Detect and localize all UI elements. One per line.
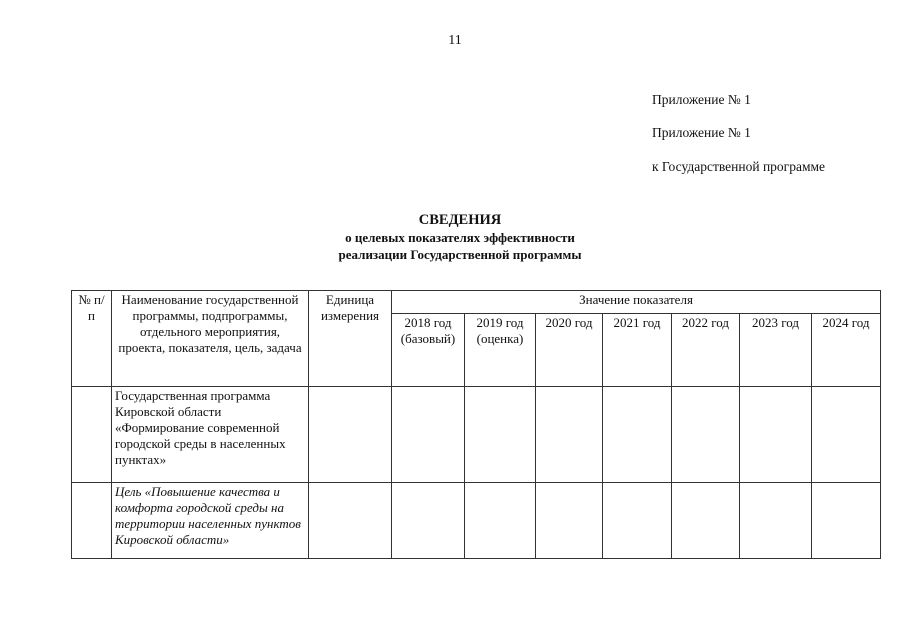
cell-value: [465, 483, 536, 559]
cell-value: [740, 483, 812, 559]
appendix-line-2: Приложение № 1: [652, 125, 751, 140]
header-year-2019: 2019 год (оценка): [465, 314, 536, 387]
header-year-2018: 2018 год (базовый): [392, 314, 465, 387]
cell-value: [603, 387, 672, 483]
indicators-table: [71, 290, 881, 559]
table-header-row-1: [72, 291, 881, 314]
header-value-group: Значение показателя: [392, 291, 881, 314]
cell-value: [672, 387, 740, 483]
cell-name: Цель «Повышение качества и комфорта городской среды на территории населенных пунктов Кировской области»: [112, 483, 309, 559]
appendix-line-3: к Государственной программе: [652, 159, 826, 174]
page-number: 11: [448, 33, 462, 48]
document-heading: [0, 212, 905, 263]
table-row: [72, 387, 881, 483]
cell-number: [72, 387, 112, 483]
heading-line-3: реализации Государственной программы: [338, 247, 582, 262]
cell-unit: [309, 483, 392, 559]
appendix-line-1: Приложение № 1: [652, 92, 751, 107]
heading-title: СВЕДЕНИЯ: [418, 212, 502, 228]
heading-line-2: о целевых показателях эффективности: [345, 230, 575, 245]
cell-value: [536, 483, 603, 559]
header-name: Наименование государственной программы, подпрограммы, отдельного мероприятия, проекта, показателя, цель, задача: [112, 291, 309, 387]
header-number: № п/п: [72, 291, 112, 387]
cell-number: [72, 483, 112, 559]
cell-value: [603, 483, 672, 559]
cell-value: [740, 387, 812, 483]
cell-value: [536, 387, 603, 483]
header-year-2024: 2024 год: [812, 314, 881, 387]
cell-unit: [309, 387, 392, 483]
cell-value: [672, 483, 740, 559]
cell-value: [392, 483, 465, 559]
header-year-2020: 2020 год: [536, 314, 603, 387]
cell-value: [812, 387, 881, 483]
cell-value: [812, 483, 881, 559]
header-year-2022: 2022 год: [672, 314, 740, 387]
table-row: [72, 483, 881, 559]
cell-value: [392, 387, 465, 483]
cell-value: [465, 387, 536, 483]
header-year-2021: 2021 год: [603, 314, 672, 387]
cell-name: Государственная программа Кировской области «Формирование современной городской среды в населенных пунктах»: [112, 387, 309, 483]
header-year-2023: 2023 год: [740, 314, 812, 387]
header-unit: Единица измерения: [309, 291, 392, 387]
